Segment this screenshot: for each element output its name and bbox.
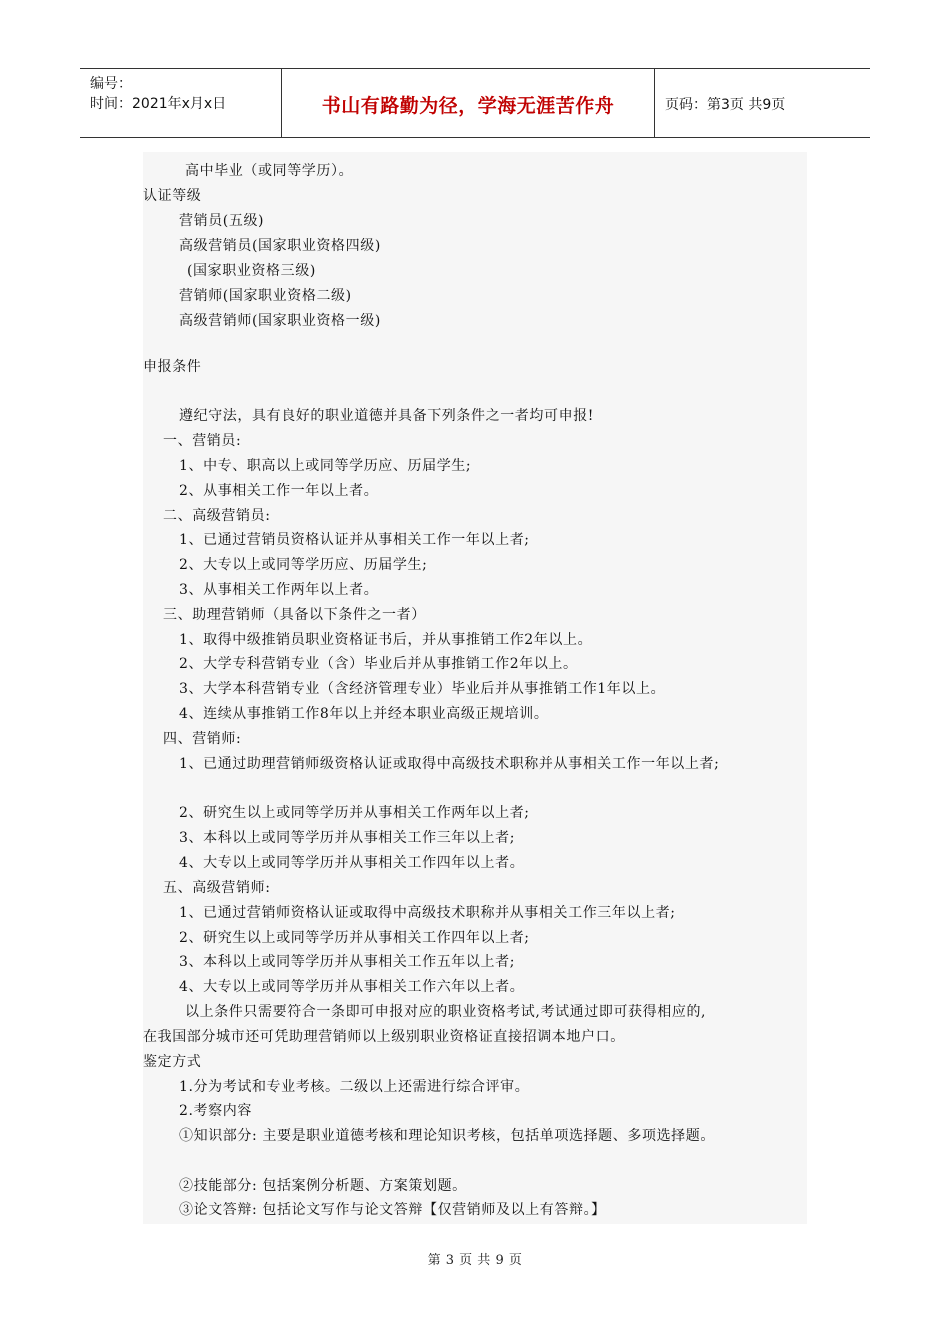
header-page-number: 页码：第3页 共9页 xyxy=(665,97,786,113)
body-line: 1、取得中级推销员职业资格证书后，并从事推销工作2年以上。 xyxy=(179,632,593,648)
body-line: 高级营销师(国家职业资格一级) xyxy=(179,313,381,329)
body-line: 2、大学专科营销专业（含）毕业后并从事推销工作2年以上。 xyxy=(179,656,578,672)
subheading: 四、营销师: xyxy=(163,731,242,747)
subheading: 五、高级营销师: xyxy=(163,880,271,896)
body-line: 遵纪守法，具有良好的职业道德并具备下列条件之一者均可申报! xyxy=(179,408,595,424)
body-line: 在我国部分城市还可凭助理营销师以上级别职业资格证直接招调本地户口。 xyxy=(143,1029,625,1045)
body-line: ③论文答辩: 包括论文写作与论文答辩【仅营销师及以上有答辩。】 xyxy=(179,1202,606,1218)
body-line: 1、已通过营销员资格认证并从事相关工作一年以上者; xyxy=(179,532,530,548)
body-line: 4、大专以上或同等学历并从事相关工作四年以上者。 xyxy=(179,855,525,871)
body-line: 3、本科以上或同等学历并从事相关工作三年以上者; xyxy=(179,830,516,846)
body-line: 2、研究生以上或同等学历并从事相关工作两年以上者; xyxy=(179,805,530,821)
header-motto-cell xyxy=(282,69,655,137)
body-line: 高中毕业（或同等学历）。 xyxy=(185,163,354,179)
body-line: ①知识部分: 主要是职业道德考核和理论知识考核，包括单项选择题、多项选择题。 xyxy=(179,1128,715,1144)
body-line: 营销员(五级) xyxy=(179,213,265,229)
body-line: 3、大学本科营销专业（含经济管理专业）毕业后并从事推销工作1年以上。 xyxy=(179,681,666,697)
body-line: 营销师(国家职业资格二级) xyxy=(179,288,352,304)
header-motto: 书山有路勤为径，学海无涯苦作舟 xyxy=(321,95,615,117)
body-line: ②技能部分: 包括案例分析题、方案策划题。 xyxy=(179,1178,467,1194)
body-line: 1、已通过助理营销师级资格认证或取得中高级技术职称并从事相关工作一年以上者; xyxy=(179,756,720,772)
body-line: 3、从事相关工作两年以上者。 xyxy=(179,582,379,598)
body-line: 2、从事相关工作一年以上者。 xyxy=(179,483,379,499)
header-page-cell xyxy=(655,69,870,137)
body-line: 1、中专、职高以上或同等学历应、历届学生; xyxy=(179,458,472,474)
doc-time-label: 时间：2021年x月x日 xyxy=(90,96,227,112)
body-line: 2.考察内容 xyxy=(179,1103,252,1119)
body-line: 以上条件只需要符合一条即可申报对应的职业资格考试,考试通过即可获得相应的, xyxy=(185,1004,707,1020)
section-heading-application-conditions: 申报条件 xyxy=(143,359,202,375)
section-heading-assessment-method: 鉴定方式 xyxy=(143,1054,202,1070)
document-body xyxy=(143,152,807,1224)
subheading: 一、营销员: xyxy=(163,433,242,449)
subheading: 二、高级营销员: xyxy=(163,508,271,524)
body-line: 2、大专以上或同等学历应、历届学生; xyxy=(179,557,428,573)
body-line: 4、连续从事推销工作8年以上并经本职业高级正规培训。 xyxy=(179,706,549,722)
body-line: 1.分为考试和专业考核。二级以上还需进行综合评审。 xyxy=(179,1079,530,1095)
header-meta-cell xyxy=(80,69,282,137)
body-line: 1、已通过营销师资格认证或取得中高级技术职称并从事相关工作三年以上者; xyxy=(179,905,676,921)
body-line: 2、研究生以上或同等学历并从事相关工作四年以上者; xyxy=(179,930,530,946)
page-footer: 第 3 页 共 9 页 xyxy=(427,1253,523,1268)
doc-number-label: 编号： xyxy=(90,76,132,92)
body-line: 高级营销员(国家职业资格四级) xyxy=(179,238,381,254)
page-header xyxy=(80,68,870,138)
subheading: 三、助理营销师（具备以下条件之一者） xyxy=(163,607,426,623)
body-line: (国家职业资格三级) xyxy=(187,263,316,279)
section-heading-certification-levels: 认证等级 xyxy=(143,188,202,204)
body-line: 3、本科以上或同等学历并从事相关工作五年以上者; xyxy=(179,954,516,970)
body-line: 4、大专以上或同等学历并从事相关工作六年以上者。 xyxy=(179,979,525,995)
